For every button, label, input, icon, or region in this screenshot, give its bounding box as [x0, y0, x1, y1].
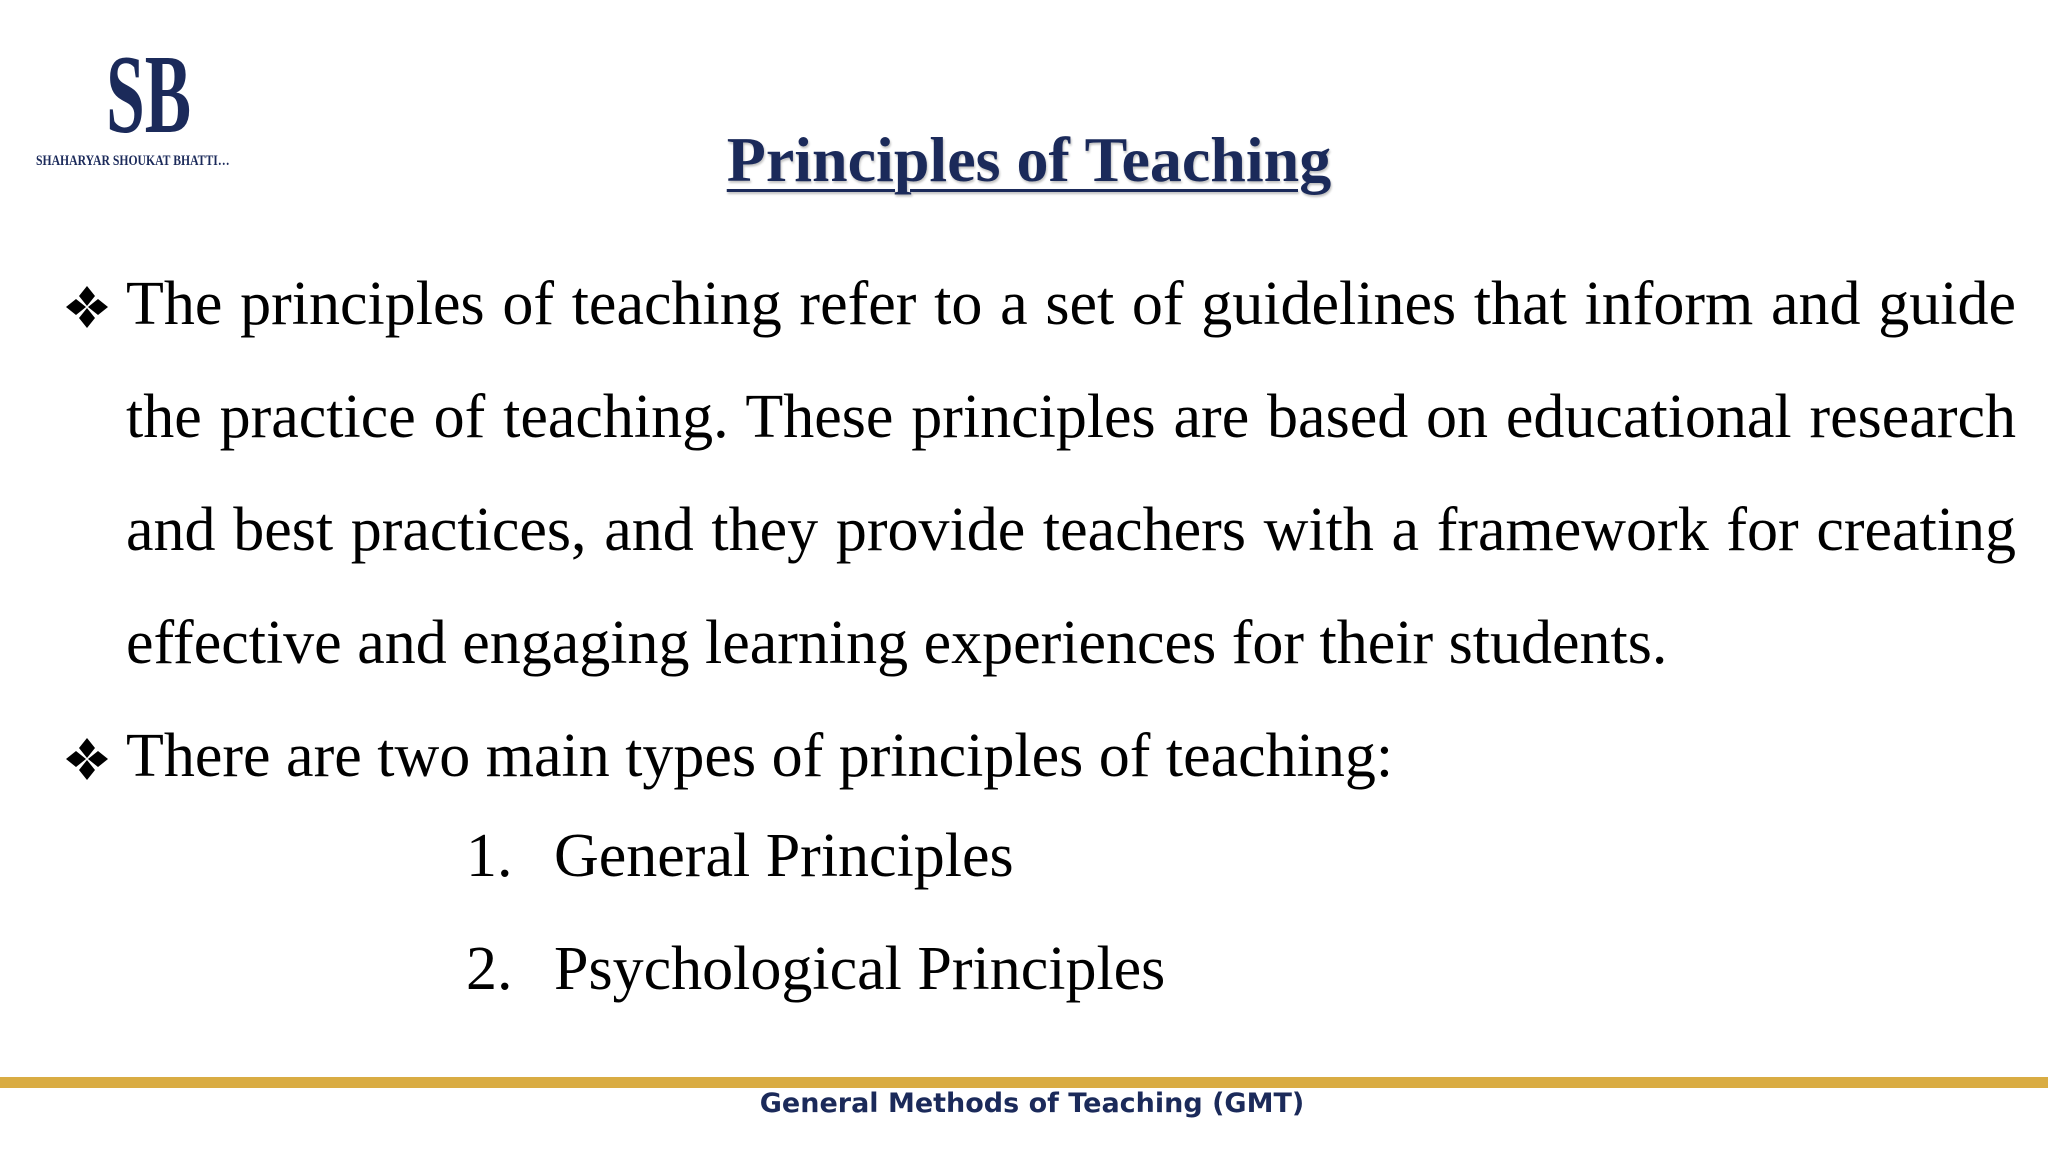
slide-title	[0, 120, 2048, 200]
list-number: 2.	[466, 935, 513, 1003]
footer-course-title: General Methods of Teaching (GMT)	[759, 1088, 1305, 1119]
list-label: Psychological Principles	[554, 935, 1166, 1003]
logo-name: SHAHARYAR SHOUKAT BHATTI…	[36, 153, 230, 169]
bullet-text: There are two main types of principles of teaching:	[126, 722, 1394, 790]
list-label: General Principles	[554, 822, 1014, 890]
list-item	[466, 800, 1165, 913]
bullet-item	[64, 700, 2016, 813]
logo-monogram: SB	[106, 44, 192, 142]
principle-types-list	[466, 800, 1165, 1026]
bullet-list	[64, 248, 2016, 813]
slide-title-text: Principles of Teaching	[726, 124, 1332, 195]
list-number: 1.	[466, 822, 513, 890]
list-item	[466, 913, 1165, 1026]
four-diamond-bullet-icon	[64, 736, 110, 782]
bullet-text: The principles of teaching refer to a set of guidelines that inform and guide the practice of teaching. These principles are based on educational research and best practices, and they provide teachers with a framework for creating effective and engaging learning experiences for their students.	[126, 270, 2016, 677]
bullet-item	[64, 248, 2016, 700]
four-diamond-bullet-icon	[64, 284, 110, 330]
